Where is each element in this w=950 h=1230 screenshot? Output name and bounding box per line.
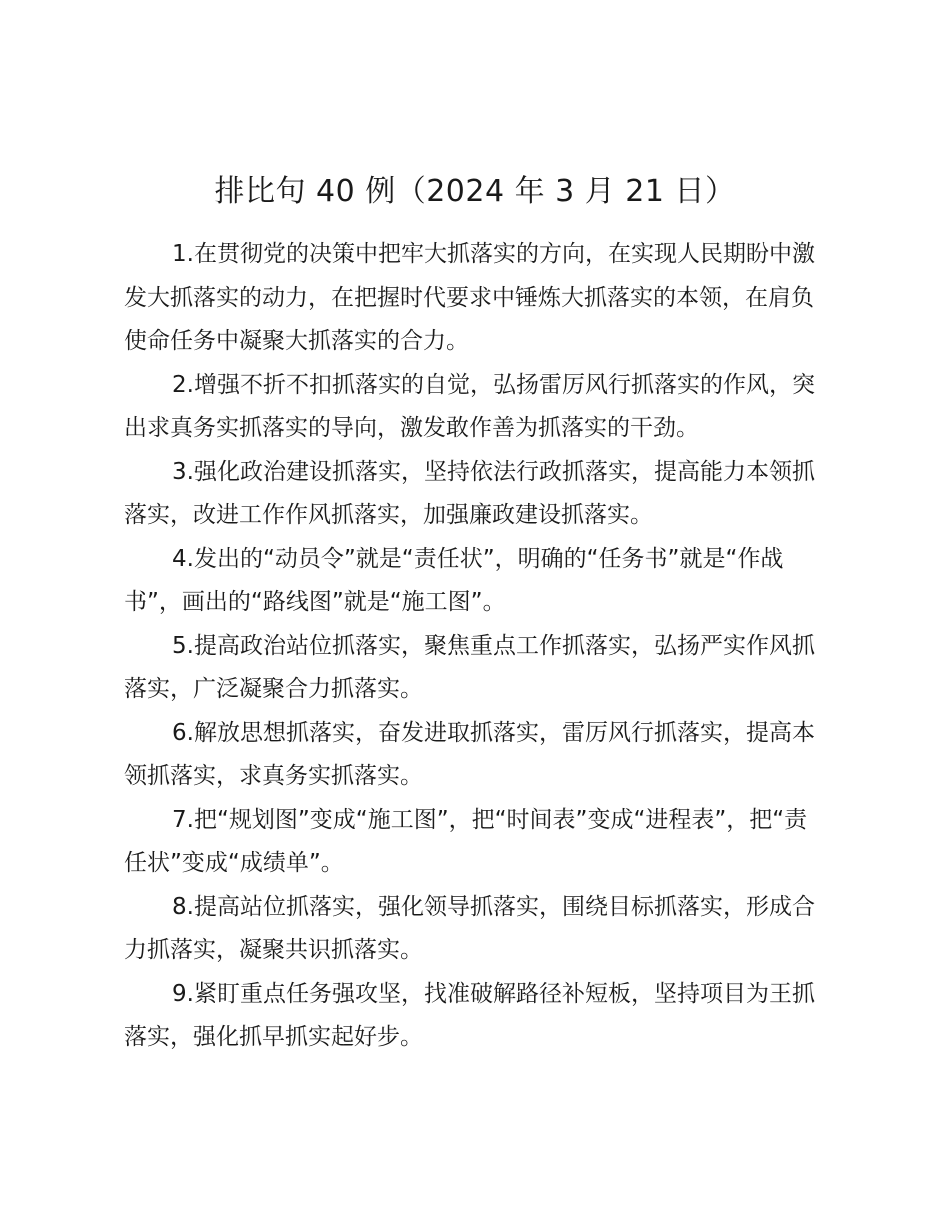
paragraph-3: 3.强化政治建设抓落实，坚持依法行政抓落实，提高能力本领抓落实，改进工作作风抓落实，加强廉政建设抓落实。 <box>124 458 815 528</box>
paragraph-9: 9.紧盯重点任务强攻坚，找准破解路径补短板，坚持项目为王抓落实，强化抓早抓实起好步。 <box>124 980 815 1050</box>
document-body <box>124 233 824 1060</box>
paragraph-7: 7.把“规划图”变成“施工图”，把“时间表”变成“进程表”，把“责任状”变成“成绩单”。 <box>124 806 808 876</box>
paragraph-5: 5.提高政治站位抓落实，聚焦重点工作抓落实，弘扬严实作风抓落实，广泛凝聚合力抓落实。 <box>124 632 815 702</box>
paragraph-1: 1.在贯彻党的决策中把牢大抓落实的方向，在实现人民期盼中激发大抓落实的动力，在把握时代要求中锤炼大抓落实的本领，在肩负使命任务中凝聚大抓落实的合力。 <box>124 241 815 354</box>
paragraph-2: 2.增强不折不扣抓落实的自觉，弘扬雷厉风行抓落实的作风，突出求真务实抓落实的导向，激发敢作善为抓落实的干劲。 <box>124 371 815 441</box>
paragraph-8: 8.提高站位抓落实，强化领导抓落实，围绕目标抓落实，形成合力抓落实，凝聚共识抓落实。 <box>124 893 815 963</box>
paragraph-6: 6.解放思想抓落实，奋发进取抓落实，雷厉风行抓落实，提高本领抓落实，求真务实抓落实。 <box>124 719 815 789</box>
document-title: 排比句 40 例（2024 年 3 月 21 日） <box>214 174 736 209</box>
paragraph-4: 4.发出的“动员令”就是“责任状”，明确的“任务书”就是“作战书”，画出的“路线图”就是“施工图”。 <box>124 545 784 615</box>
